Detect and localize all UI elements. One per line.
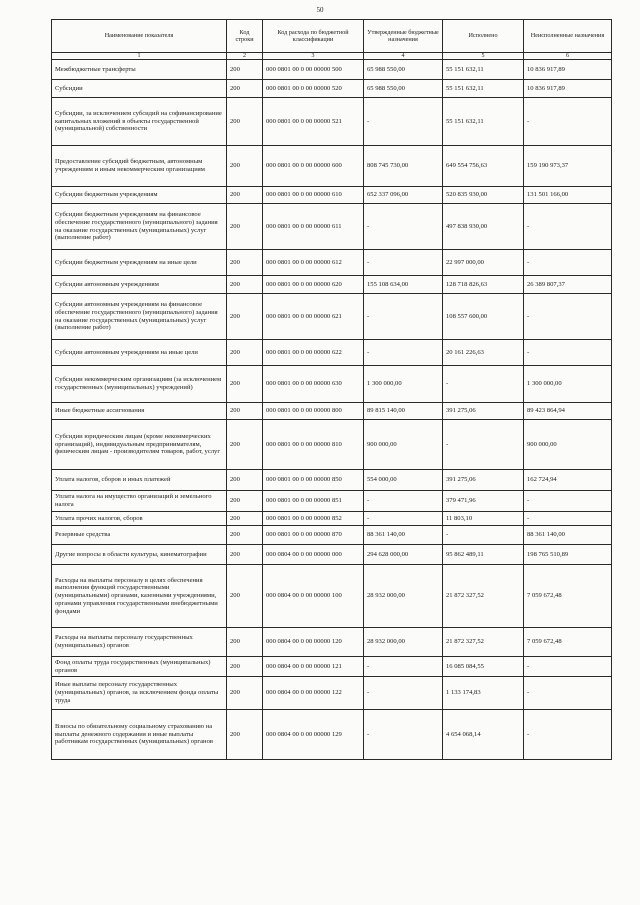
table-row bbox=[52, 710, 612, 760]
cell-approved: 65 988 550,00 bbox=[364, 80, 443, 98]
cell-budget-code: 000 0801 00 0 00 00000 611 bbox=[263, 204, 364, 250]
cell-line-code: 200 bbox=[227, 340, 263, 366]
cell-executed: - bbox=[443, 526, 524, 545]
cell-unexecuted: - bbox=[524, 204, 612, 250]
cell-executed: 520 835 930,00 bbox=[443, 187, 524, 204]
cell-line-code: 200 bbox=[227, 294, 263, 340]
table-header-row bbox=[52, 20, 612, 53]
cell-line-code: 200 bbox=[227, 628, 263, 657]
table-row bbox=[52, 491, 612, 512]
cell-budget-code: 000 0801 00 0 00 00000 810 bbox=[263, 420, 364, 470]
cell-indicator-name: Субсидии, за исключением субсидий на софинансирование капитальных вложений в объекты государственной (муниципальной) собственности bbox=[52, 98, 227, 146]
cell-executed: 55 151 632,11 bbox=[443, 60, 524, 80]
cell-indicator-name: Субсидии бюджетным учреждениям на иные цели bbox=[52, 250, 227, 276]
cell-indicator-name: Субсидии юридическим лицам (кроме некоммерческих организаций), индивидуальным предпринимателям, физическим лицам - производителям товаров, работ, услуг bbox=[52, 420, 227, 470]
cell-unexecuted: - bbox=[524, 657, 612, 677]
cell-unexecuted: 198 765 510,89 bbox=[524, 545, 612, 565]
cell-budget-code: 000 0801 00 0 00 00000 621 bbox=[263, 294, 364, 340]
cell-indicator-name: Субсидии bbox=[52, 80, 227, 98]
cell-approved: 554 000,00 bbox=[364, 470, 443, 491]
cell-approved: - bbox=[364, 512, 443, 526]
cell-unexecuted: 89 423 864,94 bbox=[524, 403, 612, 420]
table-row bbox=[52, 146, 612, 187]
table-row bbox=[52, 340, 612, 366]
cell-approved: 28 932 000,00 bbox=[364, 628, 443, 657]
cell-line-code: 200 bbox=[227, 60, 263, 80]
cell-indicator-name: Субсидии бюджетным учреждениям bbox=[52, 187, 227, 204]
budget-execution-table bbox=[51, 19, 612, 760]
cell-unexecuted: - bbox=[524, 512, 612, 526]
cell-budget-code: 000 0801 00 0 00 00000 620 bbox=[263, 276, 364, 294]
cell-budget-code: 000 0801 00 0 00 00000 521 bbox=[263, 98, 364, 146]
cell-approved: - bbox=[364, 98, 443, 146]
cell-executed: 21 872 327,52 bbox=[443, 565, 524, 628]
cell-indicator-name: Уплата прочих налогов, сборов bbox=[52, 512, 227, 526]
cell-approved: 808 745 730,00 bbox=[364, 146, 443, 187]
cell-executed: 20 161 226,63 bbox=[443, 340, 524, 366]
cell-executed: 379 471,96 bbox=[443, 491, 524, 512]
column-number: 2 bbox=[227, 53, 263, 60]
cell-unexecuted: 159 190 973,37 bbox=[524, 146, 612, 187]
cell-executed: 649 554 756,63 bbox=[443, 146, 524, 187]
cell-approved: - bbox=[364, 250, 443, 276]
cell-executed: 391 275,06 bbox=[443, 403, 524, 420]
column-number: 5 bbox=[443, 53, 524, 60]
cell-executed: 128 718 826,63 bbox=[443, 276, 524, 294]
cell-indicator-name: Резервные средства bbox=[52, 526, 227, 545]
table-row bbox=[52, 512, 612, 526]
cell-line-code: 200 bbox=[227, 657, 263, 677]
cell-unexecuted: 7 059 672,48 bbox=[524, 565, 612, 628]
cell-approved: 88 361 140,00 bbox=[364, 526, 443, 545]
cell-executed: 22 997 000,00 bbox=[443, 250, 524, 276]
cell-approved: 155 108 634,00 bbox=[364, 276, 443, 294]
cell-approved: 900 000,00 bbox=[364, 420, 443, 470]
cell-unexecuted: 10 836 917,89 bbox=[524, 80, 612, 98]
table-row bbox=[52, 250, 612, 276]
cell-unexecuted: - bbox=[524, 340, 612, 366]
table-row bbox=[52, 366, 612, 403]
column-number: 3 bbox=[263, 53, 364, 60]
cell-line-code: 200 bbox=[227, 204, 263, 250]
cell-line-code: 200 bbox=[227, 565, 263, 628]
cell-line-code: 200 bbox=[227, 677, 263, 710]
cell-unexecuted: 1 300 000,00 bbox=[524, 366, 612, 403]
cell-executed: 16 085 084,55 bbox=[443, 657, 524, 677]
cell-budget-code: 000 0801 00 0 00 00000 630 bbox=[263, 366, 364, 403]
table-row bbox=[52, 403, 612, 420]
cell-approved: 89 815 140,00 bbox=[364, 403, 443, 420]
cell-indicator-name: Уплата налогов, сборов и иных платежей bbox=[52, 470, 227, 491]
cell-line-code: 200 bbox=[227, 470, 263, 491]
cell-budget-code: 000 0801 00 0 00 00000 622 bbox=[263, 340, 364, 366]
column-number: 6 bbox=[524, 53, 612, 60]
cell-unexecuted: - bbox=[524, 710, 612, 760]
cell-approved: - bbox=[364, 294, 443, 340]
table-row bbox=[52, 657, 612, 677]
cell-approved: 652 337 096,00 bbox=[364, 187, 443, 204]
cell-unexecuted: - bbox=[524, 294, 612, 340]
cell-approved: - bbox=[364, 710, 443, 760]
cell-line-code: 200 bbox=[227, 710, 263, 760]
cell-budget-code: 000 0804 00 0 00 00000 129 bbox=[263, 710, 364, 760]
cell-line-code: 200 bbox=[227, 146, 263, 187]
cell-budget-code: 000 0804 00 0 00 00000 120 bbox=[263, 628, 364, 657]
header-executed: Исполнено bbox=[443, 20, 524, 53]
cell-executed: 497 838 930,00 bbox=[443, 204, 524, 250]
cell-executed: 4 654 068,14 bbox=[443, 710, 524, 760]
cell-line-code: 200 bbox=[227, 80, 263, 98]
cell-line-code: 200 bbox=[227, 526, 263, 545]
cell-line-code: 200 bbox=[227, 491, 263, 512]
table-row bbox=[52, 545, 612, 565]
table-row bbox=[52, 470, 612, 491]
cell-budget-code: 000 0801 00 0 00 00000 850 bbox=[263, 470, 364, 491]
cell-line-code: 200 bbox=[227, 403, 263, 420]
table-body bbox=[52, 60, 612, 760]
table-row bbox=[52, 204, 612, 250]
cell-indicator-name: Субсидии некоммерческим организациям (за исключением государственных (муниципальных) учреждений) bbox=[52, 366, 227, 403]
cell-unexecuted: - bbox=[524, 250, 612, 276]
cell-unexecuted: 26 389 807,37 bbox=[524, 276, 612, 294]
cell-indicator-name: Субсидии автономным учреждениям bbox=[52, 276, 227, 294]
header-line-code: Код строки bbox=[227, 20, 263, 53]
cell-approved: 28 932 000,00 bbox=[364, 565, 443, 628]
table-row bbox=[52, 187, 612, 204]
cell-executed: 21 872 327,52 bbox=[443, 628, 524, 657]
cell-budget-code: 000 0801 00 0 00 00000 520 bbox=[263, 80, 364, 98]
cell-executed: 108 557 600,00 bbox=[443, 294, 524, 340]
cell-budget-code: 000 0801 00 0 00 00000 851 bbox=[263, 491, 364, 512]
table-row bbox=[52, 677, 612, 710]
cell-unexecuted: - bbox=[524, 491, 612, 512]
cell-executed: 391 275,06 bbox=[443, 470, 524, 491]
cell-budget-code: 000 0801 00 0 00 00000 500 bbox=[263, 60, 364, 80]
cell-budget-code: 000 0801 00 0 00 00000 800 bbox=[263, 403, 364, 420]
table-row bbox=[52, 276, 612, 294]
cell-approved: 1 300 000,00 bbox=[364, 366, 443, 403]
cell-approved: - bbox=[364, 491, 443, 512]
cell-line-code: 200 bbox=[227, 276, 263, 294]
cell-line-code: 200 bbox=[227, 187, 263, 204]
cell-indicator-name: Другие вопросы в области культуры, кинематографии bbox=[52, 545, 227, 565]
cell-executed: 95 862 489,11 bbox=[443, 545, 524, 565]
cell-unexecuted: 162 724,94 bbox=[524, 470, 612, 491]
cell-unexecuted: 131 501 166,00 bbox=[524, 187, 612, 204]
table-row bbox=[52, 60, 612, 80]
column-number: 1 bbox=[52, 53, 227, 60]
cell-indicator-name: Предоставление субсидий бюджетным, автономным учреждениям и иным некоммерческим организациям bbox=[52, 146, 227, 187]
cell-executed: 11 803,10 bbox=[443, 512, 524, 526]
cell-budget-code: 000 0804 00 0 00 00000 000 bbox=[263, 545, 364, 565]
cell-unexecuted: 7 059 672,48 bbox=[524, 628, 612, 657]
cell-indicator-name: Иные бюджетные ассигнования bbox=[52, 403, 227, 420]
table-row bbox=[52, 420, 612, 470]
header-budget-code: Код расхода по бюджетной классификации bbox=[263, 20, 364, 53]
cell-indicator-name: Взносы по обязательному социальному страхованию на выплаты денежного содержания и иные выплаты работникам государственных (муниципальных) органов bbox=[52, 710, 227, 760]
cell-line-code: 200 bbox=[227, 250, 263, 276]
cell-approved: - bbox=[364, 657, 443, 677]
cell-unexecuted: - bbox=[524, 98, 612, 146]
cell-unexecuted: 10 836 917,89 bbox=[524, 60, 612, 80]
cell-budget-code: 000 0801 00 0 00 00000 600 bbox=[263, 146, 364, 187]
cell-approved: 294 628 000,00 bbox=[364, 545, 443, 565]
cell-budget-code: 000 0801 00 0 00 00000 612 bbox=[263, 250, 364, 276]
header-approved: Утвержденные бюджетные назначения bbox=[364, 20, 443, 53]
cell-indicator-name: Субсидии бюджетным учреждениям на финансовое обеспечение государственного (муниципального) задания на оказание государственных (муниципальных) услуг (выполнение работ) bbox=[52, 204, 227, 250]
cell-unexecuted: 88 361 140,00 bbox=[524, 526, 612, 545]
cell-line-code: 200 bbox=[227, 366, 263, 403]
cell-executed: - bbox=[443, 366, 524, 403]
cell-budget-code: 000 0801 00 0 00 00000 610 bbox=[263, 187, 364, 204]
cell-indicator-name: Иные выплаты персоналу государственных (муниципальных) органов, за исключением фонда оплаты труда bbox=[52, 677, 227, 710]
cell-indicator-name: Субсидии автономным учреждениям на финансовое обеспечение государственного (муниципального) задания на оказание государственных (муниципальных) услуг (выполнение работ) bbox=[52, 294, 227, 340]
cell-indicator-name: Уплата налога на имущество организаций и земельного налога bbox=[52, 491, 227, 512]
table-row bbox=[52, 294, 612, 340]
cell-indicator-name: Межбюджетные трансферты bbox=[52, 60, 227, 80]
header-indicator-name: Наименование показателя bbox=[52, 20, 227, 53]
cell-unexecuted: - bbox=[524, 677, 612, 710]
cell-budget-code: 000 0801 00 0 00 00000 852 bbox=[263, 512, 364, 526]
cell-executed: 1 133 174,83 bbox=[443, 677, 524, 710]
cell-approved: - bbox=[364, 204, 443, 250]
cell-indicator-name: Расходы на выплаты персоналу государственных (муниципальных) органов bbox=[52, 628, 227, 657]
cell-indicator-name: Субсидии автономным учреждениям на иные цели bbox=[52, 340, 227, 366]
cell-executed: - bbox=[443, 420, 524, 470]
table-row bbox=[52, 526, 612, 545]
cell-executed: 55 151 632,11 bbox=[443, 80, 524, 98]
table-row bbox=[52, 98, 612, 146]
cell-executed: 55 151 632,11 bbox=[443, 98, 524, 146]
cell-approved: - bbox=[364, 677, 443, 710]
cell-indicator-name: Фонд оплаты труда государственных (муниципальных) органов bbox=[52, 657, 227, 677]
cell-line-code: 200 bbox=[227, 98, 263, 146]
cell-budget-code: 000 0804 00 0 00 00000 100 bbox=[263, 565, 364, 628]
cell-line-code: 200 bbox=[227, 545, 263, 565]
page-number: 50 bbox=[316, 6, 324, 14]
header-unexecuted: Неисполненные назначения bbox=[524, 20, 612, 53]
cell-approved: - bbox=[364, 340, 443, 366]
cell-budget-code: 000 0801 00 0 00 00000 870 bbox=[263, 526, 364, 545]
cell-indicator-name: Расходы на выплаты персоналу в целях обеспечения выполнения функций государственными (муниципальными) органами, казенными учреждениями, органами управления государственными внебюджетными фондами bbox=[52, 565, 227, 628]
table-row bbox=[52, 565, 612, 628]
column-number: 4 bbox=[364, 53, 443, 60]
cell-approved: 65 988 550,00 bbox=[364, 60, 443, 80]
cell-budget-code: 000 0804 00 0 00 00000 121 bbox=[263, 657, 364, 677]
column-number-row bbox=[52, 53, 612, 60]
cell-budget-code: 000 0804 00 0 00 00000 122 bbox=[263, 677, 364, 710]
cell-line-code: 200 bbox=[227, 512, 263, 526]
table-row bbox=[52, 628, 612, 657]
cell-line-code: 200 bbox=[227, 420, 263, 470]
table-row bbox=[52, 80, 612, 98]
cell-unexecuted: 900 000,00 bbox=[524, 420, 612, 470]
